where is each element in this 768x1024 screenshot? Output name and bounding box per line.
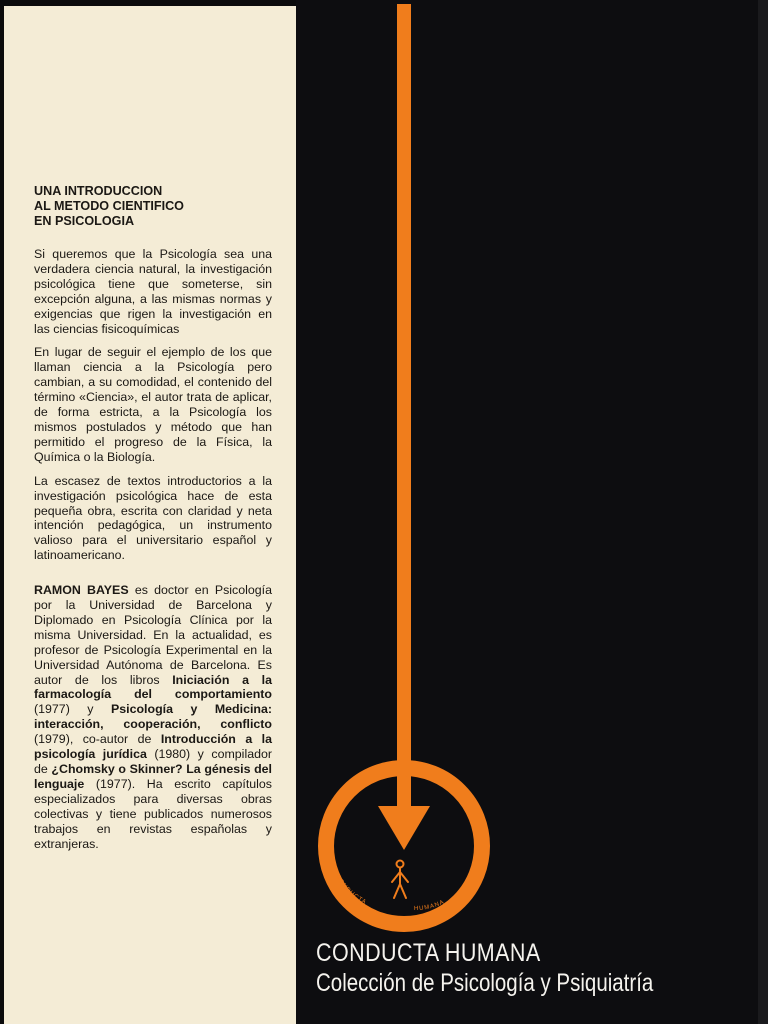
blurb-heading bbox=[34, 184, 272, 229]
book-title: Iniciación a la farmacología del comportamiento bbox=[34, 672, 272, 702]
book-title: ¿Chomsky o Skinner? La génesis del lenguaje bbox=[34, 762, 272, 791]
bio-text: es doctor en Psicología por la Universidad de Barcelona y Diplomado en Psicología Clínica por la misma Universidad. En la actualidad, es profesor de Psicología Experimental en la Universidad Autónoma de Barcelona. Es autor de los libros bbox=[34, 583, 272, 687]
bio-text: (1979), co-autor de bbox=[34, 732, 161, 747]
series-logo bbox=[296, 0, 768, 1024]
bio-text: (1980) y compilador de bbox=[34, 747, 272, 776]
bio-text: (1977). Ha escrito capítulos especializados para diversas obras colectivas y tiene publicados numerosos trabajos en revistas españolas y extranjeras. bbox=[34, 776, 272, 851]
author-bio bbox=[34, 583, 272, 851]
blurb-paragraph: En lugar de seguir el ejemplo de los que llaman ciencia a la Psicología pero cambian, a su comodidad, el contenido del término «Ciencia», el autor trata de aplicar, de forma estricta, a la Psicología los mismos postulados y método que han permitido el progreso de la Física, la Química o la Biología. bbox=[34, 345, 272, 464]
series-title-block bbox=[316, 938, 727, 998]
arrow-shaft bbox=[397, 4, 411, 820]
book-title: Psicología y Medicina: interacción, cooperación, conflicto bbox=[34, 702, 272, 732]
blurb-paragraph: Si queremos que la Psicología sea una verdadera ciencia natural, la investigación psicológica tiene que someterse, sin excepción alguna, a las mismas normas y exigencias que rigen la investigación en las ciencias fisicoquímicas bbox=[34, 247, 272, 336]
blurb-column bbox=[34, 184, 272, 860]
human-figure-icon bbox=[392, 861, 408, 899]
author-name: RAMON BAYES bbox=[34, 583, 129, 598]
book-title: Introducción a la psicología jurídica bbox=[34, 732, 272, 762]
bio-text: (1977) y bbox=[34, 702, 111, 717]
logo-text-left: CONDUCTA bbox=[334, 873, 368, 906]
series-name: CONDUCTA HUMANA bbox=[316, 939, 541, 967]
heading-line: AL METODO CIENTIFICO bbox=[34, 199, 184, 213]
heading-line: UNA INTRODUCCION bbox=[34, 184, 163, 198]
logo-text-right: HUMANA bbox=[413, 899, 446, 913]
heading-line: EN PSICOLOGIA bbox=[34, 214, 135, 228]
series-subtitle: Colección de Psicología y Psiquiatría bbox=[316, 969, 654, 997]
blurb-paragraph: La escasez de textos introductorios a la investigación psicológica hace de esta pequeña obra, escrita con claridad y neta intención pedagógica, un instrumento valioso para el universitario español y latinoamericano. bbox=[34, 473, 272, 563]
arrow-head-icon bbox=[378, 806, 430, 850]
